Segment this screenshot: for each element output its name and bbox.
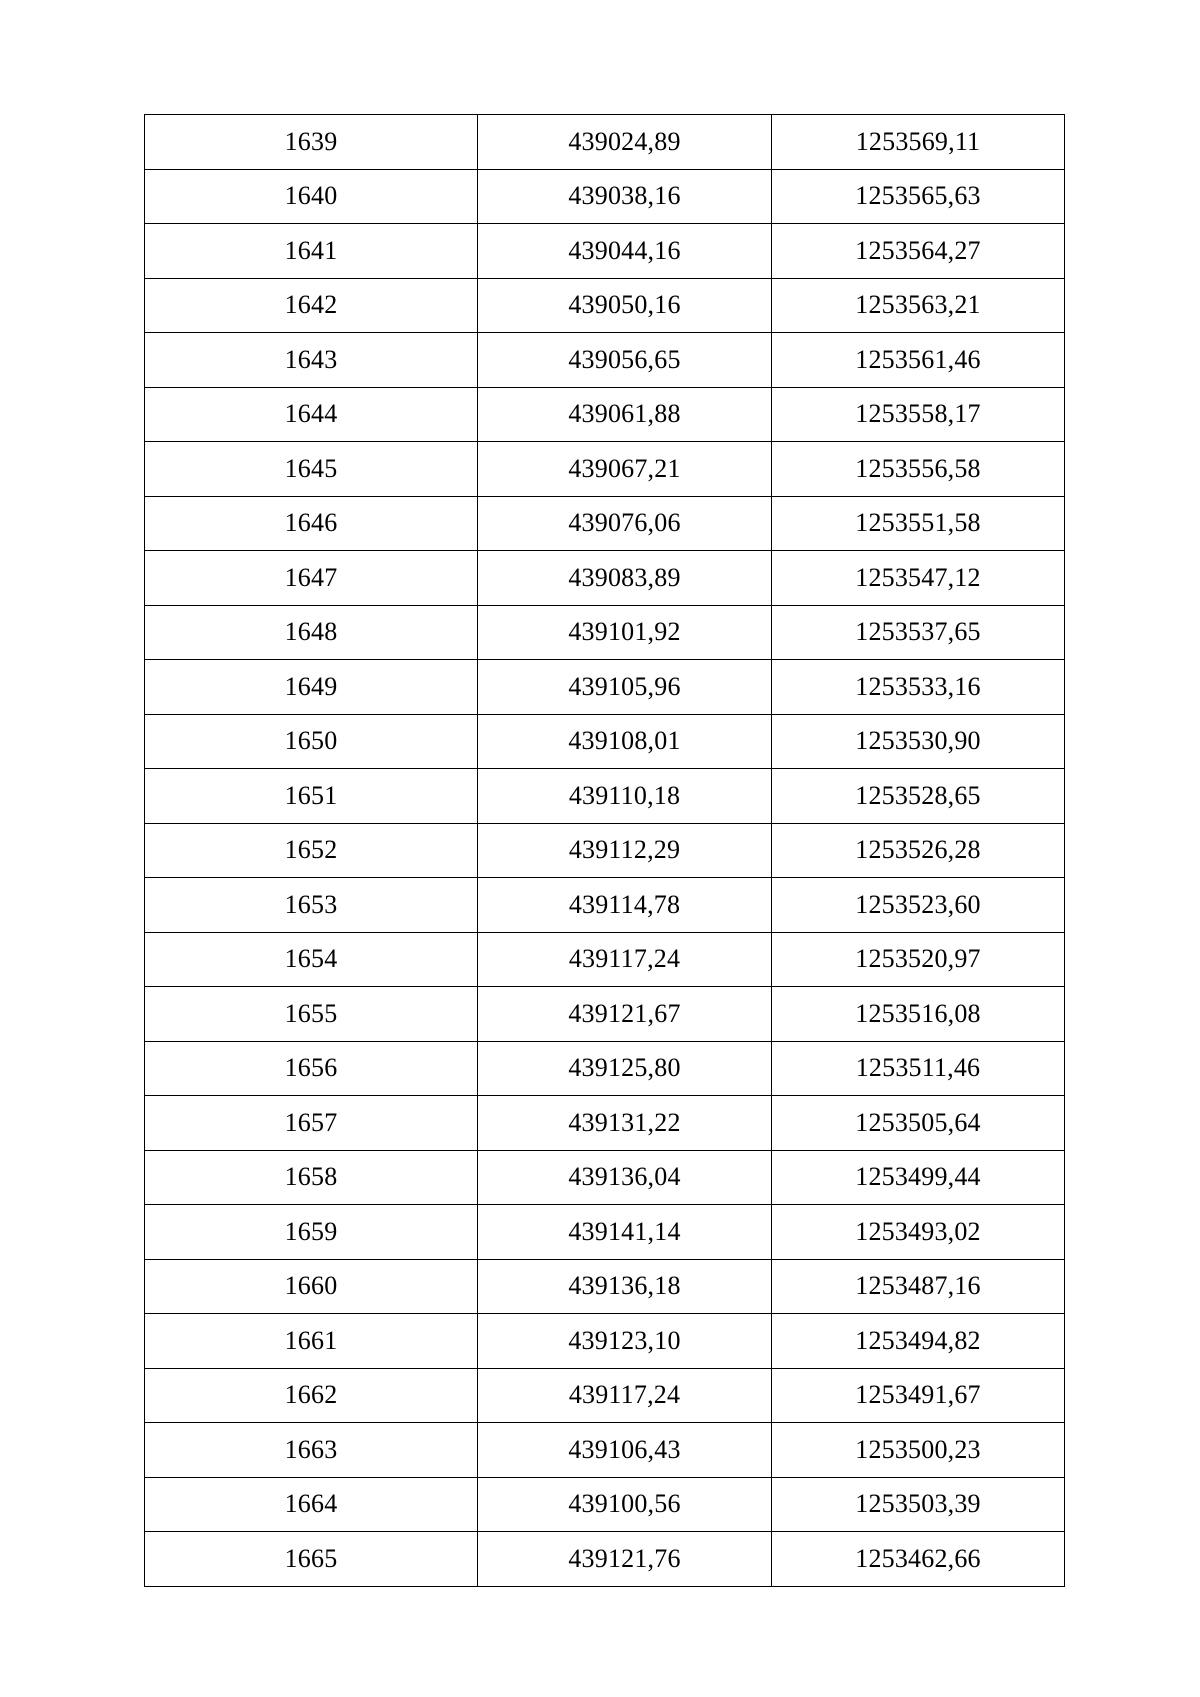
y-coordinate-cell: 1253530,90	[772, 714, 1065, 769]
x-coordinate-cell: 439061,88	[478, 387, 772, 442]
point-number-cell: 1651	[145, 769, 478, 824]
table-row	[145, 1368, 1065, 1423]
table-row	[145, 1314, 1065, 1369]
table-row	[145, 714, 1065, 769]
table-row	[145, 115, 1065, 170]
point-number-cell: 1647	[145, 551, 478, 606]
point-number-cell: 1639	[145, 115, 478, 170]
y-coordinate-cell: 1253520,97	[772, 932, 1065, 987]
table-row	[145, 1477, 1065, 1532]
x-coordinate-cell: 439108,01	[478, 714, 772, 769]
x-coordinate-cell: 439101,92	[478, 605, 772, 660]
y-coordinate-cell: 1253561,46	[772, 333, 1065, 388]
y-coordinate-cell: 1253526,28	[772, 823, 1065, 878]
x-coordinate-cell: 439136,18	[478, 1259, 772, 1314]
point-number-cell: 1645	[145, 442, 478, 497]
x-coordinate-cell: 439141,14	[478, 1205, 772, 1260]
y-coordinate-cell: 1253503,39	[772, 1477, 1065, 1532]
x-coordinate-cell: 439100,56	[478, 1477, 772, 1532]
x-coordinate-cell: 439125,80	[478, 1041, 772, 1096]
point-number-cell: 1657	[145, 1096, 478, 1151]
x-coordinate-cell: 439121,67	[478, 987, 772, 1042]
point-number-cell: 1665	[145, 1532, 478, 1587]
table-row	[145, 496, 1065, 551]
table-row	[145, 278, 1065, 333]
table-row	[145, 660, 1065, 715]
table-row	[145, 1041, 1065, 1096]
x-coordinate-cell: 439131,22	[478, 1096, 772, 1151]
table-row	[145, 224, 1065, 279]
table-row	[145, 1096, 1065, 1151]
y-coordinate-cell: 1253556,58	[772, 442, 1065, 497]
y-coordinate-cell: 1253523,60	[772, 878, 1065, 933]
table-row	[145, 823, 1065, 878]
x-coordinate-cell: 439110,18	[478, 769, 772, 824]
y-coordinate-cell: 1253491,67	[772, 1368, 1065, 1423]
point-number-cell: 1640	[145, 169, 478, 224]
y-coordinate-cell: 1253516,08	[772, 987, 1065, 1042]
x-coordinate-cell: 439067,21	[478, 442, 772, 497]
point-number-cell: 1648	[145, 605, 478, 660]
table-row	[145, 1259, 1065, 1314]
table-row	[145, 932, 1065, 987]
table-row	[145, 1423, 1065, 1478]
x-coordinate-cell: 439050,16	[478, 278, 772, 333]
point-number-cell: 1653	[145, 878, 478, 933]
x-coordinate-cell: 439083,89	[478, 551, 772, 606]
y-coordinate-cell: 1253500,23	[772, 1423, 1065, 1478]
point-number-cell: 1652	[145, 823, 478, 878]
x-coordinate-cell: 439117,24	[478, 1368, 772, 1423]
y-coordinate-cell: 1253528,65	[772, 769, 1065, 824]
point-number-cell: 1644	[145, 387, 478, 442]
table-row	[145, 878, 1065, 933]
point-number-cell: 1664	[145, 1477, 478, 1532]
table-row	[145, 1205, 1065, 1260]
y-coordinate-cell: 1253533,16	[772, 660, 1065, 715]
table-row	[145, 442, 1065, 497]
coordinates-table	[144, 114, 1065, 1587]
x-coordinate-cell: 439114,78	[478, 878, 772, 933]
y-coordinate-cell: 1253499,44	[772, 1150, 1065, 1205]
x-coordinate-cell: 439117,24	[478, 932, 772, 987]
y-coordinate-cell: 1253462,66	[772, 1532, 1065, 1587]
table-row	[145, 333, 1065, 388]
point-number-cell: 1643	[145, 333, 478, 388]
y-coordinate-cell: 1253551,58	[772, 496, 1065, 551]
table-row	[145, 769, 1065, 824]
point-number-cell: 1658	[145, 1150, 478, 1205]
point-number-cell: 1649	[145, 660, 478, 715]
y-coordinate-cell: 1253537,65	[772, 605, 1065, 660]
x-coordinate-cell: 439106,43	[478, 1423, 772, 1478]
point-number-cell: 1662	[145, 1368, 478, 1423]
y-coordinate-cell: 1253547,12	[772, 551, 1065, 606]
x-coordinate-cell: 439024,89	[478, 115, 772, 170]
y-coordinate-cell: 1253569,11	[772, 115, 1065, 170]
y-coordinate-cell: 1253493,02	[772, 1205, 1065, 1260]
point-number-cell: 1642	[145, 278, 478, 333]
x-coordinate-cell: 439105,96	[478, 660, 772, 715]
y-coordinate-cell: 1253558,17	[772, 387, 1065, 442]
x-coordinate-cell: 439112,29	[478, 823, 772, 878]
y-coordinate-cell: 1253494,82	[772, 1314, 1065, 1369]
point-number-cell: 1646	[145, 496, 478, 551]
x-coordinate-cell: 439136,04	[478, 1150, 772, 1205]
point-number-cell: 1659	[145, 1205, 478, 1260]
y-coordinate-cell: 1253563,21	[772, 278, 1065, 333]
table-row	[145, 605, 1065, 660]
point-number-cell: 1660	[145, 1259, 478, 1314]
y-coordinate-cell: 1253564,27	[772, 224, 1065, 279]
table-row	[145, 387, 1065, 442]
x-coordinate-cell: 439038,16	[478, 169, 772, 224]
x-coordinate-cell: 439121,76	[478, 1532, 772, 1587]
point-number-cell: 1641	[145, 224, 478, 279]
x-coordinate-cell: 439123,10	[478, 1314, 772, 1369]
point-number-cell: 1661	[145, 1314, 478, 1369]
x-coordinate-cell: 439056,65	[478, 333, 772, 388]
point-number-cell: 1655	[145, 987, 478, 1042]
table-row	[145, 1532, 1065, 1587]
point-number-cell: 1656	[145, 1041, 478, 1096]
table-row	[145, 987, 1065, 1042]
x-coordinate-cell: 439044,16	[478, 224, 772, 279]
y-coordinate-cell: 1253487,16	[772, 1259, 1065, 1314]
table-row	[145, 551, 1065, 606]
table-row	[145, 169, 1065, 224]
table-row	[145, 1150, 1065, 1205]
point-number-cell: 1654	[145, 932, 478, 987]
point-number-cell: 1650	[145, 714, 478, 769]
x-coordinate-cell: 439076,06	[478, 496, 772, 551]
y-coordinate-cell: 1253511,46	[772, 1041, 1065, 1096]
y-coordinate-cell: 1253505,64	[772, 1096, 1065, 1151]
y-coordinate-cell: 1253565,63	[772, 169, 1065, 224]
coordinates-table-body	[145, 115, 1065, 1587]
point-number-cell: 1663	[145, 1423, 478, 1478]
